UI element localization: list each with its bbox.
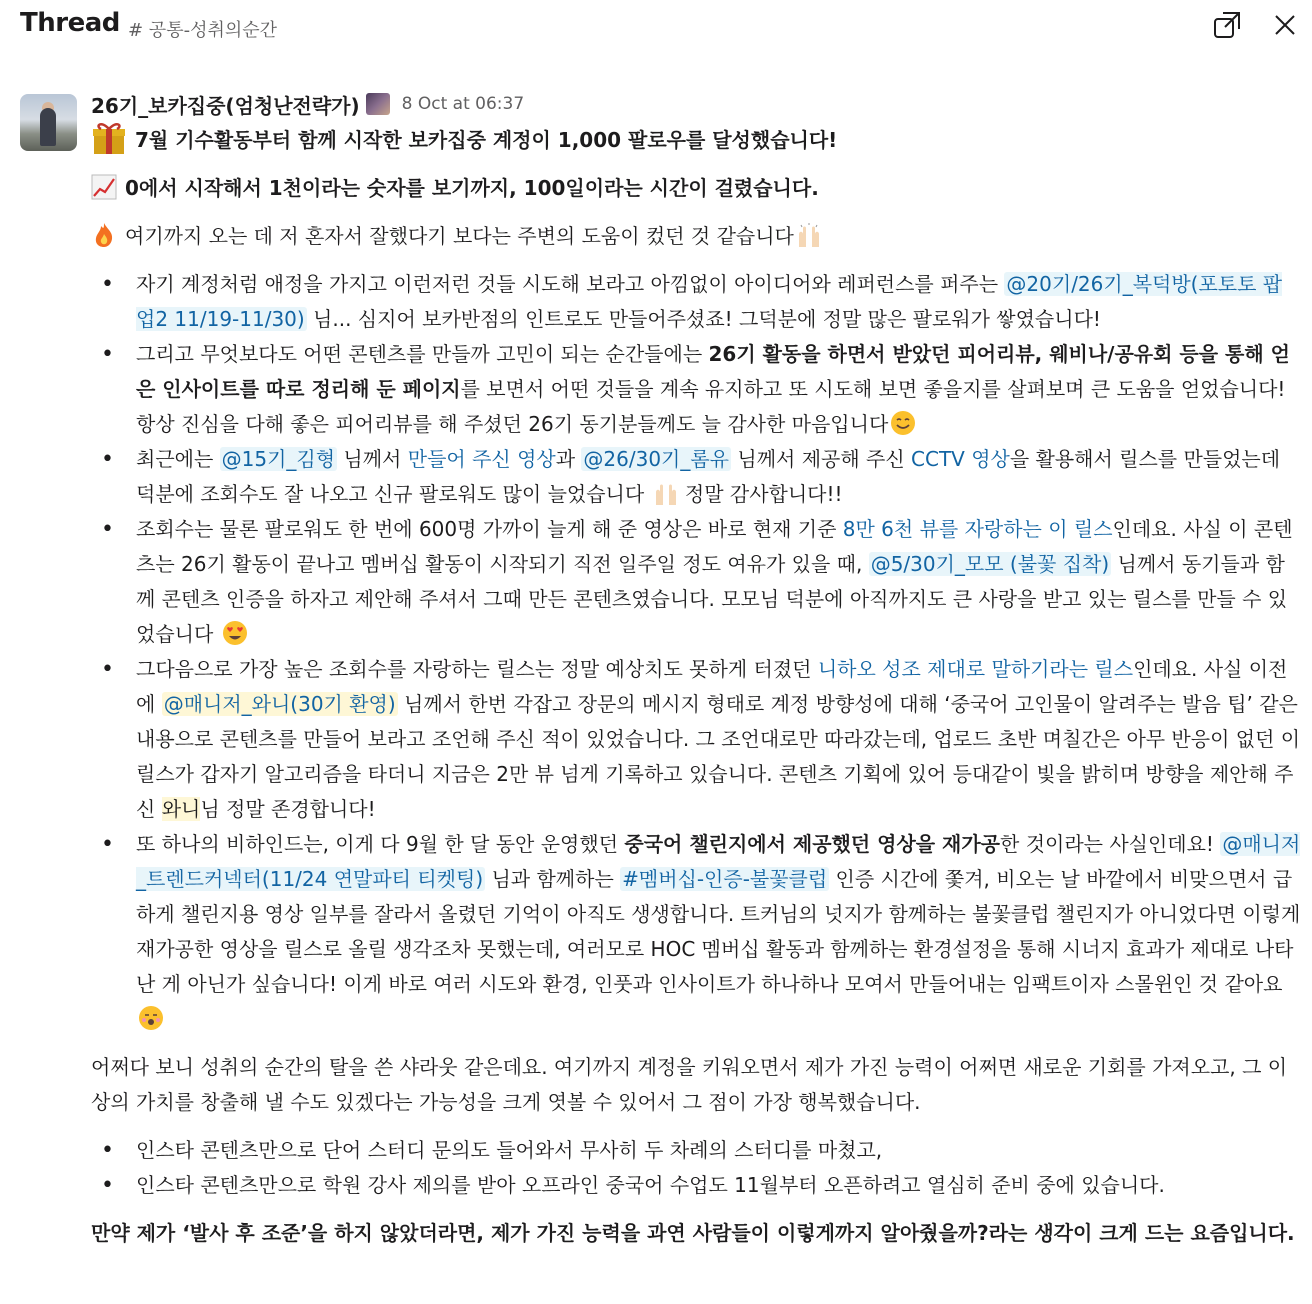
bullet-list-1 (91, 267, 1301, 1037)
message-meta (91, 88, 1301, 120)
paragraph-2: 어쩌다 보니 성취의 순간의 탈을 쓴 샤라웃 같은데요. 여기까지 계정을 키워오면서 제가 가진 능력이 어쩌면 새로운 기회를 가져오고, 그 이상의 가치를 창출해 낼 수도 있겠다는 가능성을 크게 엿볼 수 있어서 그 점이 가장 행복했습니다. (91, 1055, 1288, 1114)
user-mention[interactable]: @매니저_와니(30기 환영) (163, 692, 396, 716)
closing-paragraph: 만약 제가 ‘발사 후 조준’을 하지 않았더라면, 제가 가진 능력을 과연 사람들이 이렇게까지 알아줬을까?라는 생각이 크게 드는 요즘입니다. (91, 1221, 1295, 1245)
list-item: • 인스타 콘텐츠만으로 학원 강사 제의를 받아 오프라인 중국어 수업도 11월부터 오픈하려고 열심히 준비 중에 있습니다. (91, 1168, 1301, 1203)
user-mention[interactable]: @15기_김형 (221, 447, 336, 471)
smiling-face-icon (888, 412, 916, 436)
channel-mention[interactable]: #멤버십-인증-불꽃클럽 (622, 867, 828, 891)
status-emoji (366, 93, 390, 115)
avatar[interactable] (20, 94, 77, 151)
thread-title: Thread (20, 8, 120, 38)
message-content (91, 88, 1301, 1251)
gift-icon (91, 128, 135, 152)
open-in-window-icon (1212, 10, 1242, 44)
reels-link[interactable]: 니하오 성조 제대로 말하기라는 릴스 (817, 657, 1134, 681)
line-2: 0에서 시작해서 1천이라는 숫자를 보기까지, 100일이라는 시간이 걸렸습니다. (91, 171, 1301, 206)
raising-hands-icon (651, 482, 679, 506)
list-item: • 자기 계정처럼 애정을 가지고 이런저런 것들 시도해 보라고 아낌없이 아이디어와 레퍼런스를 퍼주는 @20기/26기_복덕방(포토토 팝업2 11/19-11/30) 님... 심지어 보카반점의 인트로도 만들어주셨죠! 그덕분에 정말 많은 팔로워가 쌓였습니다! (91, 267, 1301, 337)
close-icon (1273, 13, 1297, 41)
astonished-face-icon (136, 1007, 164, 1031)
cctv-video-link[interactable]: CCTV 영상 (911, 447, 1010, 471)
message-timestamp[interactable]: 8 Oct at 06:37 (401, 94, 525, 114)
fire-icon (91, 224, 125, 248)
heart-eyes-icon (220, 622, 248, 646)
list-item: • 인스타 콘텐츠만으로 단어 스터디 문의도 들어와서 무사히 두 차례의 스터디를 마쳤고, (91, 1133, 1301, 1168)
user-mention[interactable]: @매니저_트렌드커넥터(11/24 연말파티 티켓팅) (136, 832, 1301, 891)
list-item: • 조회수는 물론 팔로워도 한 번에 600명 가까이 늘게 해 준 영상은 바로 현재 기준 8만 6천 뷰를 자랑하는 이 릴스인데요. 사실 이 콘텐츠는 26기 활동이 끝나고 멤버십 활동이 시작되기 직전 일주일 정도 여유가 있을 때, @5/30기_모모 (불꽃 집착) 님께서 동기들과 함께 콘텐츠 인증을 하자고 제안해 주셔서 그때 만든 콘텐츠였습니다. 모모님 덕분에 아직까지도 큰 사랑을 받고 있는 릴스를 만들 수 있었습니다 (91, 512, 1301, 652)
list-item: • 그리고 무엇보다도 어떤 콘텐츠를 만들까 고민이 되는 순간들에는 26기 활동을 하면서 받았던 피어리뷰, 웨비나/공유회 등을 통해 얻은 인사이트를 따로 정리해 둔 페이지를 보면서 어떤 것들을 계속 유지하고 또 시도해 보면 좋을지를 살펴보며 큰 도움을 얻었습니다! 항상 진심을 다해 좋은 피어리뷰를 해 주셨던 26기 동기분들께도 늘 감사한 마음입니다 (91, 337, 1301, 442)
highlighted-name: 와니 (161, 797, 201, 821)
user-mention[interactable]: @26/30기_롬유 (583, 447, 730, 471)
channel-link[interactable]: # 공통-성취의순간 (128, 20, 278, 41)
user-mention[interactable]: @5/30기_모모 (불꽃 집착) (870, 552, 1110, 576)
user-mention[interactable]: @20기/26기_복덕방(포토토 팝업2 11/19-11/30) (136, 272, 1283, 331)
list-item: • 또 하나의 비하인드는, 이게 다 9월 한 달 동안 운영했던 중국어 챌린지에서 제공했던 영상을 재가공한 것이라는 사실인데요! @매니저_트렌드커넥터(11/24 연말파티 티켓팅) 님과 함께하는 #멤버십-인증-불꽃클럽 인증 시간에 쫓겨, 비오는 날 바깥에서 비맞으면서 급하게 챌린지용 영상 일부를 잘라서 올렸던 기억이 아직도 생생합니다. 트커님의 넛지가 함께하는 불꽃클럽 챌린지가 아니었다면 이렇게 재가공한 영상을 릴스로 올릴 생각조차 못했는데, 여러모로 HOC 멤버십 활동과 함께하는 환경설정을 통해 시너지 효과가 제대로 나타난 게 아닌가 싶습니다! 이게 바로 여러 시도와 환경, 인풋과 인사이트가 하나하나 모여서 만들어내는 임팩트이자 스몰윈인 것 같아요 (91, 827, 1301, 1037)
bullet-list-2 (91, 1133, 1301, 1203)
reels-link[interactable]: 8만 6천 뷰를 자랑하는 이 릴스 (842, 517, 1113, 541)
author-name[interactable]: 26기_보카집중(엄청난전략가) (91, 93, 360, 118)
list-item: • 그다음으로 가장 높은 조회수를 자랑하는 릴스는 정말 예상치도 못하게 터졌던 니하오 성조 제대로 말하기라는 릴스인데요. 사실 이전에 @매니저_와니(30기 환영) 님께서 한번 각잡고 장문의 메시지 형태로 계정 방향성에 대해 ‘중국어 고인물이 알려주는 발음 팁’ 같은 내용으로 콘텐츠를 만들어 보라고 조언해 주신 적이 있었습니다. 그 조언대로만 따라갔는데, 업로드 초반 며칠간은 아무 반응이 없던 이 릴스가 갑자기 알고리즘을 타더니 지금은 2만 뷰 넘게 기록하고 있습니다. 콘텐츠 기획에 있어 등대같이 빛을 밝히며 방향을 제안해 주신 와니님 정말 존경합니다! (91, 652, 1301, 827)
list-item: • 최근에는 @15기_김형 님께서 만들어 주신 영상과 @26/30기_롬유 님께서 제공해 주신 CCTV 영상을 활용해서 릴스를 만들었는데 덕분에 조회수도 잘 나오고 신규 팔로워도 많이 늘었습니다 정말 감사합니다!! (91, 442, 1301, 512)
line-1: 7월 기수활동부터 함께 시작한 보카집중 계정이 1,000 팔로우를 달성했습니다! (91, 120, 1301, 158)
video-link[interactable]: 만들어 주신 영상 (407, 447, 556, 471)
thread-header (0, 0, 1312, 52)
close-button[interactable] (1268, 10, 1302, 44)
open-in-window-button[interactable] (1210, 10, 1244, 44)
line-3: 여기까지 오는 데 저 혼자서 잘했다기 보다는 주변의 도움이 컸던 것 같습니다 (91, 219, 1301, 254)
chart-increasing-icon (91, 176, 125, 200)
raising-hands-icon (794, 224, 822, 248)
